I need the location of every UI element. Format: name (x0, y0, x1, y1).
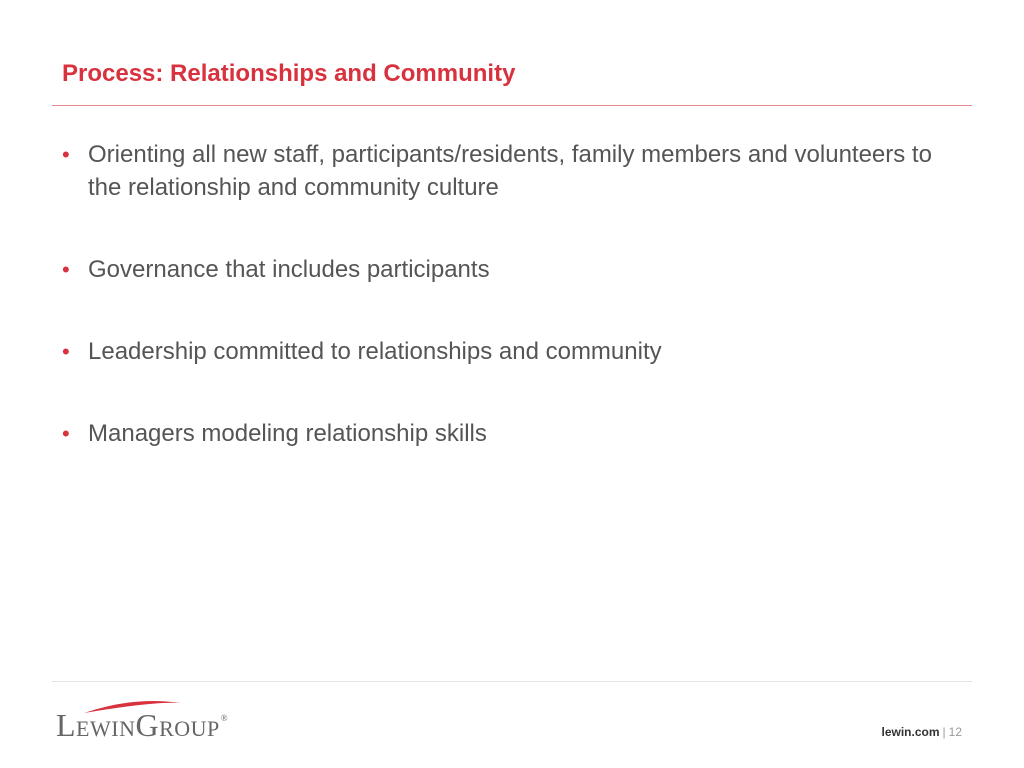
bullet-item (56, 417, 936, 450)
lewin-group-logo (56, 697, 236, 743)
page-number: 12 (948, 725, 962, 739)
bullet-list (56, 138, 936, 499)
bullet-item (56, 335, 936, 368)
bullet-item (56, 138, 936, 204)
footer-divider (52, 681, 972, 682)
logo-wordmark: LEWINGROUP® (56, 707, 229, 743)
footer-info (882, 725, 963, 739)
footer-url: lewin.com (881, 725, 940, 739)
bullet-text: Leadership committed to relationships and community (88, 338, 662, 365)
bullet-icon: • (62, 142, 70, 167)
bullet-item (56, 253, 936, 286)
footer-separator: | (942, 725, 946, 739)
bullet-icon: • (62, 257, 70, 282)
bullet-icon: • (62, 339, 70, 364)
bullet-text: Managers modeling relationship skills (88, 420, 487, 447)
title-divider (52, 105, 972, 106)
bullet-icon: • (62, 421, 70, 446)
bullet-text: Governance that includes participants (88, 256, 490, 283)
bullet-text: Orienting all new staff, participants/residents, family members and volunteers to the relationship and community culture (88, 141, 932, 201)
slide-title: Process: Relationships and Community (62, 60, 516, 87)
